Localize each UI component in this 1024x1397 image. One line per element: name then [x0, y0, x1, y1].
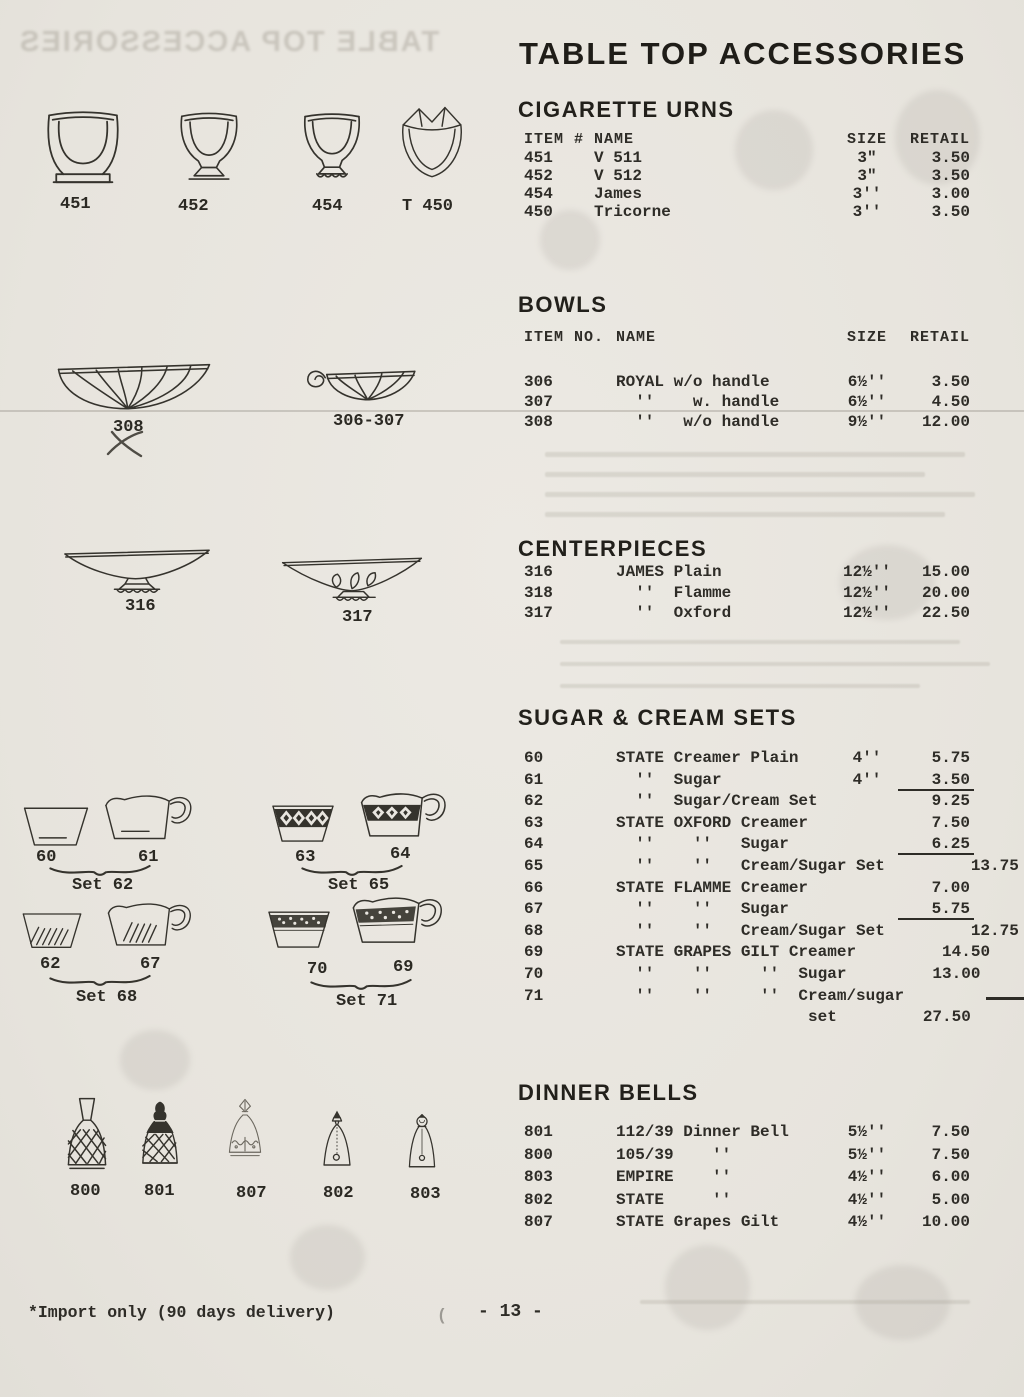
product-name: V 511: [594, 149, 643, 167]
retail-price: 14.50: [942, 943, 991, 962]
product-name: '' '' '' Sugar: [616, 964, 847, 983]
product-name: '' '' '' Cream/sugar: [616, 986, 905, 1005]
retail-price: 7.50: [931, 1123, 970, 1141]
table-row: [518, 204, 974, 222]
figure-label: T 450: [402, 197, 454, 216]
size-value: 12½'': [842, 604, 891, 622]
product-name: '' '' Cream/Sugar Set: [616, 856, 885, 875]
table-row: [518, 901, 974, 923]
retail-price: 3.50: [931, 373, 970, 391]
retail-price: 27.50: [922, 1008, 971, 1027]
table-header-row: [518, 330, 974, 350]
table-row: [518, 1169, 974, 1192]
size-value: 3'': [852, 185, 882, 203]
cigarette-urns-table: [518, 132, 974, 222]
size-value: 3'': [852, 203, 882, 221]
bleed-through-artifact: [560, 640, 960, 644]
figure-label: 64: [390, 845, 411, 864]
table-row: [518, 1009, 974, 1031]
column-header-name: NAME: [616, 329, 657, 346]
table-row: [518, 1124, 974, 1147]
sugar-cream-table: [518, 749, 1019, 1031]
item-no: 316: [524, 563, 553, 581]
bell-807-illustration: [224, 1096, 266, 1176]
page-title: TABLE TOP ACCESSORIES: [519, 36, 967, 71]
figure-label: 63: [295, 848, 316, 867]
product-name: '' w. handle: [616, 393, 780, 411]
bleed-through-artifact: [545, 512, 945, 517]
product-name: '' Flamme: [616, 583, 732, 602]
item-no: 306: [524, 373, 553, 391]
bowl-306-307-illustration: [300, 362, 418, 406]
creamer-61-illustration: [102, 794, 196, 855]
centerpiece-317-illustration: [276, 554, 428, 606]
item-no: 70: [524, 964, 544, 983]
item-no: 807: [524, 1213, 553, 1232]
set-label: Set 71: [336, 992, 398, 1011]
item-no: 63: [524, 813, 544, 832]
table-row: [518, 836, 974, 858]
table-row: [518, 394, 974, 414]
figure-label: 807: [236, 1184, 267, 1203]
figure-label: 803: [410, 1185, 441, 1204]
table-row: [518, 988, 974, 1010]
product-name: '' '' Sugar: [616, 835, 789, 854]
retail-price: 4.50: [931, 393, 970, 411]
retail-price-underlined: 3.50: [898, 772, 974, 789]
size-value: 5½'': [847, 1145, 887, 1164]
figure-label: 452: [178, 197, 209, 216]
item-no: 450: [524, 203, 553, 221]
table-row: [518, 1214, 974, 1237]
item-no: 61: [524, 770, 544, 789]
column-header-size: SIZE: [846, 131, 887, 148]
creamer-69-illustration: [348, 896, 448, 954]
figure-label: 61: [138, 848, 159, 867]
figure-label: 308: [113, 418, 144, 437]
product-name: STATE FLAMME Creamer: [616, 878, 809, 897]
bleed-through-title: TABLE TOP ACCESSORIES: [18, 26, 440, 58]
column-header-item: ITEM #: [524, 131, 585, 148]
bleed-through-artifact: [120, 1030, 190, 1090]
figure-label: 67: [140, 955, 161, 974]
retail-price: 15.00: [921, 563, 970, 581]
bell-800-illustration: [64, 1096, 110, 1180]
table-row: [518, 943, 991, 966]
sugar-63-illustration: [270, 802, 336, 848]
bleed-through-artifact: [545, 452, 965, 457]
section-heading-sugar-cream: SUGAR & CREAM SETS: [518, 705, 797, 730]
page-number: - 13 -: [478, 1302, 543, 1322]
urn-454-illustration: [300, 110, 364, 194]
table-row: [518, 414, 974, 434]
bell-803-illustration: [403, 1114, 441, 1178]
set-brace: [303, 976, 419, 992]
table-row: [518, 564, 974, 585]
section-heading-centerpieces: CENTERPIECES: [518, 536, 708, 561]
bleed-through-artifact: [665, 1245, 750, 1330]
item-no: 802: [524, 1190, 553, 1209]
product-name: set: [616, 1008, 837, 1027]
item-no: 69: [524, 943, 544, 962]
retail-price: 20.00: [921, 583, 970, 602]
retail-price-underlined: 5.75: [898, 901, 974, 918]
retail-price: 7.50: [931, 1145, 970, 1164]
set-label: Set 65: [328, 876, 390, 895]
product-name: EMPIRE '': [616, 1168, 732, 1187]
retail-price: 3.00: [931, 185, 970, 203]
retail-price: 3.50: [931, 149, 970, 167]
size-value: 4'': [852, 749, 882, 767]
product-name: '' w/o handle: [616, 413, 780, 431]
product-name: '' Oxford: [616, 604, 732, 622]
product-name: '' Sugar: [616, 770, 722, 789]
urn-452-illustration: [176, 108, 242, 194]
item-no: 62: [524, 792, 544, 811]
retail-price: 12.75: [970, 921, 1019, 940]
item-no: 318: [524, 583, 553, 602]
item-no: 64: [524, 835, 544, 854]
product-name: V 512: [594, 167, 643, 185]
sum-rule-line: [986, 997, 1024, 1000]
centerpiece-316-illustration: [58, 548, 216, 596]
column-header-retail: RETAIL: [909, 329, 970, 346]
retail-price: 7.00: [931, 878, 970, 897]
bleed-through-artifact: [290, 1225, 365, 1290]
set-label: Set 62: [72, 876, 134, 895]
item-no: 317: [524, 604, 553, 622]
column-header-size: SIZE: [846, 329, 887, 346]
product-name: James: [594, 185, 643, 203]
size-value: 12½'': [842, 563, 891, 581]
creamer-67-illustration: [104, 902, 196, 956]
size-value: 6½'': [847, 393, 887, 411]
item-no: 454: [524, 185, 553, 203]
product-name: STATE OXFORD Creamer: [616, 813, 809, 832]
product-name: '' '' Sugar: [616, 900, 789, 919]
figure-label: 62: [40, 955, 61, 974]
stray-mark: (: [437, 1306, 447, 1325]
size-value: 3": [857, 149, 877, 167]
figure-label: 316: [125, 597, 156, 616]
size-value: 4½'': [847, 1213, 887, 1232]
handwritten-x-mark: [106, 430, 144, 458]
retail-price-underlined: 6.25: [898, 836, 974, 853]
figure-label: 451: [60, 195, 91, 214]
figure-label: 800: [70, 1182, 101, 1201]
product-name: '' Sugar/Cream Set: [616, 792, 818, 811]
product-name: STATE Creamer Plain: [616, 749, 799, 767]
centerpieces-table: [518, 564, 974, 626]
item-no: 65: [524, 856, 544, 875]
size-value: 6½'': [847, 373, 887, 391]
table-row: [518, 150, 974, 168]
bleed-through-artifact: [560, 662, 990, 666]
table-header-row: [518, 132, 974, 150]
product-name: STATE '': [616, 1190, 732, 1209]
table-row: [518, 168, 974, 186]
bell-802-illustration: [318, 1108, 356, 1178]
figure-label: 454: [312, 197, 343, 216]
retail-price: 3.50: [931, 203, 970, 221]
product-name: ROYAL w/o handle: [616, 373, 770, 391]
item-no: 801: [524, 1123, 553, 1141]
figure-label: 317: [342, 608, 373, 627]
product-name: Tricorne: [594, 203, 671, 221]
size-value: 4'': [852, 770, 882, 789]
sugar-70-illustration: [265, 908, 333, 954]
item-no: 307: [524, 393, 553, 411]
retail-price: 5.00: [931, 1190, 970, 1209]
size-value: 5½'': [847, 1123, 887, 1141]
product-name: 105/39 '': [616, 1145, 732, 1164]
bell-801-illustration: [140, 1098, 180, 1178]
table-row: [518, 1147, 974, 1170]
table-row: [518, 793, 974, 815]
size-value: 9½'': [847, 413, 887, 431]
item-no: 452: [524, 167, 553, 185]
table-row: [518, 186, 974, 204]
product-name: '' '' Cream/Sugar Set: [616, 921, 885, 940]
table-row: [518, 750, 974, 772]
section-heading-bowls: BOWLS: [518, 292, 608, 317]
size-value: 4½'': [847, 1190, 887, 1209]
item-no: 803: [524, 1168, 553, 1187]
retail-price: 22.50: [921, 604, 970, 622]
figure-label: 306-307: [333, 412, 405, 431]
table-row: [518, 585, 974, 606]
figure-label: 60: [36, 848, 57, 867]
retail-price: 13.75: [970, 856, 1019, 875]
size-value: 4½'': [847, 1168, 887, 1187]
size-value: 12½'': [842, 583, 891, 602]
product-name: STATE GRAPES GILT Creamer: [616, 943, 857, 962]
sugar-62-illustration: [20, 910, 84, 954]
item-no: 66: [524, 878, 544, 897]
item-no: 451: [524, 149, 553, 167]
product-name: STATE Grapes Gilt: [616, 1213, 780, 1232]
bleed-through-artifact: [545, 492, 975, 497]
set-brace: [44, 972, 156, 988]
item-no: 308: [524, 413, 553, 431]
retail-price: 12.00: [921, 413, 970, 431]
bowl-308-illustration: [55, 360, 213, 415]
size-value: 3": [857, 167, 877, 185]
figure-label: 70: [307, 960, 328, 979]
retail-price: 9.25: [931, 792, 970, 811]
table-row: [518, 1192, 974, 1215]
figure-label: 801: [144, 1182, 175, 1201]
table-row: [518, 921, 1019, 945]
import-footnote: *Import only (90 days delivery): [28, 1303, 335, 1322]
urn-451-illustration: [42, 106, 124, 196]
table-row: [518, 964, 981, 988]
dinner-bells-table: [518, 1124, 974, 1237]
retail-price: 7.50: [931, 813, 970, 832]
column-header-name: NAME: [594, 131, 635, 148]
table-row: [518, 880, 974, 902]
bleed-through-artifact: [855, 1265, 950, 1340]
item-no: 68: [524, 921, 544, 940]
table-row: [518, 374, 974, 394]
retail-price: 3.50: [931, 167, 970, 185]
column-header-retail: RETAIL: [909, 131, 970, 148]
tricorne-urn-t450-illustration: [396, 94, 468, 196]
column-header-item: ITEM NO.: [524, 329, 605, 346]
retail-price: 10.00: [921, 1213, 970, 1232]
bleed-through-artifact: [560, 684, 920, 688]
figure-label: 802: [323, 1184, 354, 1203]
table-row: [518, 772, 974, 794]
sugar-60-illustration: [22, 804, 90, 852]
item-no: 800: [524, 1145, 553, 1164]
set-label: Set 68: [76, 988, 138, 1007]
item-no: 71: [524, 986, 544, 1005]
product-name: 112/39 Dinner Bell: [616, 1123, 789, 1141]
bowls-table: [518, 330, 974, 434]
table-row: [518, 856, 1019, 880]
section-heading-cigarette-urns: CIGARETTE URNS: [518, 97, 735, 122]
retail-price: 6.00: [931, 1168, 970, 1187]
item-no: 60: [524, 749, 544, 767]
table-row: [518, 815, 974, 837]
retail-price: 5.75: [931, 749, 970, 767]
item-no: 67: [524, 900, 544, 919]
section-heading-dinner-bells: DINNER BELLS: [518, 1080, 699, 1105]
figure-label: 69: [393, 958, 414, 977]
table-row: [518, 605, 974, 626]
product-name: JAMES Plain: [616, 563, 722, 581]
creamer-64-illustration: [356, 792, 452, 848]
retail-price: 13.00: [932, 964, 981, 983]
bleed-through-artifact: [545, 472, 925, 477]
